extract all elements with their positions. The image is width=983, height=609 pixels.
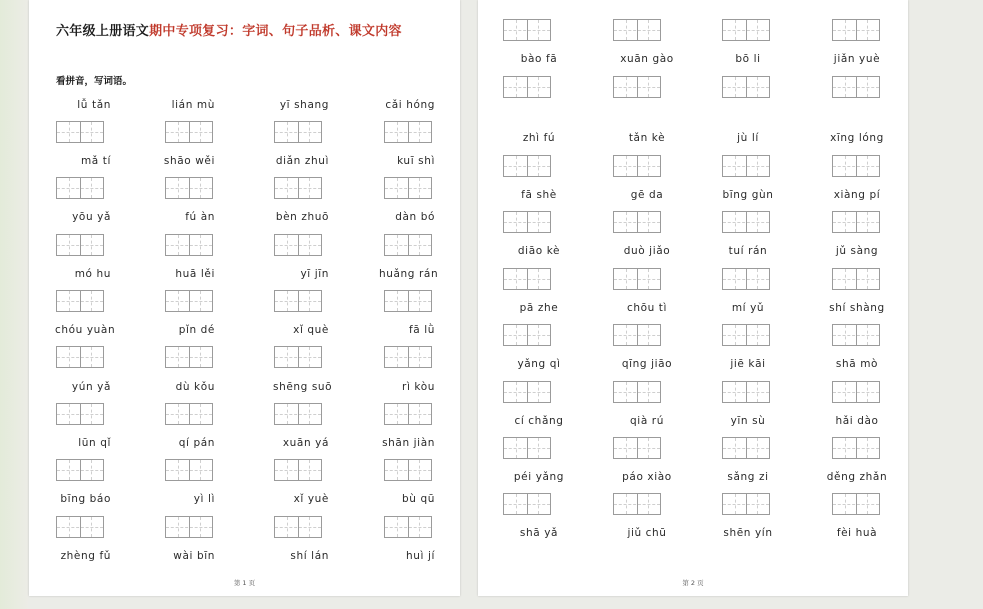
writing-box [503,211,551,233]
instruction-text: 看拼音，写词语。 [56,76,133,87]
writing-box [274,346,322,368]
pinyin-label: hǎi dào [835,415,879,427]
pinyin-label: fā shè [521,189,557,201]
writing-box [503,19,551,41]
pinyin-label: xǐ yuè [293,493,329,505]
pinyin-label: xīng lóng [830,132,884,144]
pinyin-label: tuí rán [728,245,768,257]
writing-box [832,155,880,177]
writing-box [503,381,551,403]
writing-box [613,268,661,290]
pinyin-label: chóu yuàn [55,324,116,336]
pinyin-label: xuān gào [620,53,674,65]
pinyin-label: bù qū [402,493,435,505]
pinyin-label: yì lì [193,493,215,505]
writing-box [832,76,880,98]
pinyin-label: dàn bó [395,211,435,223]
pinyin-label: děng zhǎn [826,471,888,483]
writing-box [832,19,880,41]
writing-box [274,121,322,143]
pinyin-label: chōu tì [626,302,668,314]
pinyin-label: xǐ què [293,324,329,336]
writing-box [722,211,770,233]
writing-box [503,324,551,346]
pinyin-label: jiǔ chū [627,527,667,539]
pinyin-label: jù lí [737,132,759,144]
writing-box [613,324,661,346]
pinyin-label: qià rú [630,415,664,427]
writing-box [274,459,322,481]
writing-box [274,516,322,538]
pinyin-label: mó hu [74,268,111,280]
pinyin-label: zhì fú [522,132,556,144]
writing-box [722,268,770,290]
pinyin-label: diǎn zhuì [275,155,329,167]
pinyin-label: péi yǎng [513,471,565,483]
writing-box [165,459,213,481]
pinyin-label: mǎ tí [80,155,111,167]
pinyin-label: shēng suō [273,381,333,393]
pinyin-label: dù kǒu [175,381,215,393]
pinyin-label: bīng gùn [722,189,774,201]
pinyin-label: jǔ sàng [835,245,879,257]
writing-box [832,324,880,346]
writing-box [165,121,213,143]
writing-box [165,516,213,538]
page-number: 第 2 页 [682,579,704,587]
writing-box [613,19,661,41]
pinyin-label: gē da [630,189,664,201]
writing-box [56,403,104,425]
pinyin-label: huā lěi [175,268,215,280]
writing-box [832,268,880,290]
pinyin-label: jiǎn yuè [833,53,881,65]
writing-box [384,459,432,481]
writing-box [56,290,104,312]
pinyin-label: yǎng qì [517,358,561,370]
pinyin-label: yīn sù [730,415,766,427]
writing-box [384,290,432,312]
writing-box [503,493,551,515]
writing-box [613,437,661,459]
writing-box [503,437,551,459]
writing-box [613,76,661,98]
pinyin-label: rì kòu [402,381,435,393]
worksheet-page-1 [29,0,460,596]
pinyin-label: yī shang [279,99,329,111]
pinyin-label: jiē kāi [730,358,766,370]
writing-box [832,437,880,459]
pinyin-label: shān jiàn [382,437,435,449]
title-red-part: 期中专项复习：字词、句子品析、课文内容 [149,24,402,39]
writing-box [832,493,880,515]
writing-box [503,268,551,290]
writing-box [165,234,213,256]
writing-box [384,346,432,368]
writing-box [613,211,661,233]
pinyin-label: qīng jiāo [621,358,673,370]
pinyin-label: qí pán [178,437,215,449]
worksheet-page-2 [478,0,908,596]
writing-box [503,155,551,177]
pinyin-label: diāo kè [517,245,561,257]
pinyin-label: yún yǎ [71,381,111,393]
pinyin-label: xuān yá [282,437,329,449]
pinyin-label: tǎn kè [628,132,666,144]
pinyin-label: sǎng zi [727,471,769,483]
pinyin-label: pǐn dé [178,324,215,336]
writing-box [503,76,551,98]
pinyin-label: shā yǎ [519,527,559,539]
pinyin-label: fú àn [185,211,215,223]
pinyin-label: zhèng fǔ [60,550,111,562]
writing-box [165,177,213,199]
writing-box [274,290,322,312]
pinyin-label: kuī shì [397,155,435,167]
pinyin-label: bèn zhuō [275,211,329,223]
writing-box [722,493,770,515]
writing-box [165,346,213,368]
writing-box [613,155,661,177]
pinyin-label: shēn yín [723,527,773,539]
pinyin-label: cǎi hóng [385,99,435,111]
writing-box [613,493,661,515]
pinyin-label: yī jīn [300,268,329,280]
writing-box [722,324,770,346]
writing-box [56,121,104,143]
background-tint [0,0,28,609]
writing-box [56,516,104,538]
pinyin-label: fèi huà [836,527,878,539]
pinyin-label: shí lán [290,550,329,562]
writing-box [384,177,432,199]
writing-box [384,403,432,425]
pinyin-label: yōu yǎ [72,211,111,223]
writing-box [722,155,770,177]
pinyin-label: shí shàng [829,302,885,314]
writing-box [274,177,322,199]
pinyin-label: xiàng pí [833,189,881,201]
pinyin-label: pā zhe [519,302,559,314]
pinyin-label: bō li [735,53,761,65]
writing-box [832,381,880,403]
writing-box [56,234,104,256]
pinyin-label: huǎng rán [379,268,439,280]
writing-box [56,177,104,199]
writing-box [384,121,432,143]
pinyin-label: mí yǔ [731,302,765,314]
title-black-part: 六年级上册语文 [56,24,150,39]
pinyin-label: huì jí [406,550,435,562]
pinyin-label: wài bīn [173,550,215,562]
writing-box [56,346,104,368]
writing-box [274,403,322,425]
pinyin-label: fā lǜ [408,324,435,336]
writing-box [56,459,104,481]
pinyin-label: lūn qǐ [78,437,111,449]
pinyin-label: lián mù [171,99,215,111]
pinyin-label: bīng báo [60,493,111,505]
writing-box [384,234,432,256]
page-title [56,20,456,39]
pinyin-label: páo xiào [622,471,672,483]
pinyin-label: shā mò [835,358,879,370]
writing-box [165,403,213,425]
writing-box [722,437,770,459]
pinyin-label: shāo wěi [163,155,215,167]
writing-box [384,516,432,538]
writing-box [832,211,880,233]
pinyin-label: lǚ tǎn [77,99,111,111]
pinyin-label: cí chǎng [514,415,564,427]
writing-box [613,381,661,403]
pinyin-label: bào fā [520,53,558,65]
page-number: 第 1 页 [233,579,256,587]
writing-box [722,19,770,41]
pinyin-label: duò jiǎo [623,245,671,257]
writing-box [722,381,770,403]
writing-box [722,76,770,98]
writing-box [274,234,322,256]
writing-box [165,290,213,312]
